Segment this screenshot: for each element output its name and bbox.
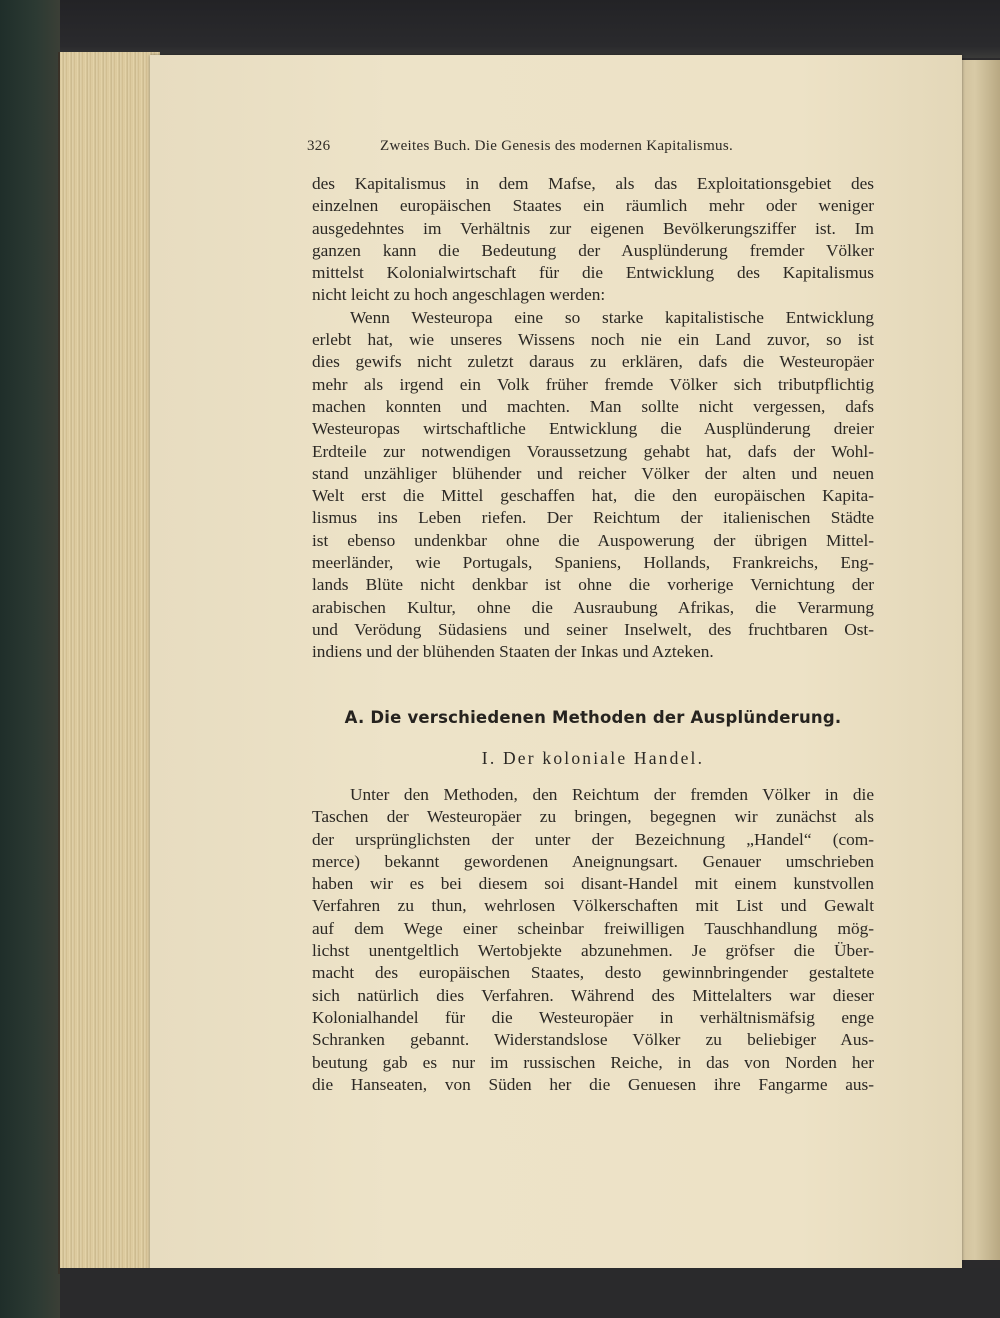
text-line: macht des europäischen Staates, desto gewinnbringender gestaltete xyxy=(312,963,874,983)
text-line: machen konnten und machten. Man sollte nicht vergessen, dafs xyxy=(312,396,874,416)
text-line: ist ebenso undenkbar ohne die Auspowerung der übrigen Mittel- xyxy=(312,530,874,550)
text-line: Schranken gebannt. Widerstandslose Völker zu beliebiger Aus- xyxy=(312,1030,874,1050)
text-line: ganzen kann die Bedeutung der Ausplünderung fremder Völker xyxy=(312,240,874,260)
text-line: lands Blüte nicht denkbar ist ohne die vorherige Vernichtung der xyxy=(312,575,874,595)
text-line: dies gewifs nicht zuletzt daraus zu erklären, dafs die Westeuropäer xyxy=(312,352,874,372)
running-header xyxy=(307,138,877,160)
text-line: einzelnen europäischen Staates ein räumlich mehr oder weniger xyxy=(312,196,874,216)
running-title: Zweites Buch. Die Genesis des modernen Kapitalismus. xyxy=(380,138,734,154)
text-line: haben wir es bei diesem soi disant-Handel mit einem kunstvollen xyxy=(312,874,874,894)
text-line: und Verödung Südasiens und seiner Inselwelt, des fruchtbaren Ost- xyxy=(312,619,874,639)
text-line: Unter den Methoden, den Reichtum der fremden Völker in die xyxy=(350,785,874,804)
text-line: arabischen Kultur, ohne die Ausraubung Afrikas, die Verarmung xyxy=(312,597,874,617)
text-line: beutung gab es nur im russischen Reiche, in das von Norden her xyxy=(312,1052,874,1072)
book-binding xyxy=(0,0,60,1318)
section-heading: A. Die verschiedenen Methoden der Ausplünderung. xyxy=(344,708,842,727)
text-line: erlebt hat, wie unseres Wissens noch nie ein Land zuvor, so ist xyxy=(312,330,874,350)
text-line: der ursprünglichsten der unter der Bezeichnung „Handel“ (com- xyxy=(312,829,874,849)
text-line: merce) bekannt gewordenen Aneignungsart. Genauer umschrieben xyxy=(312,851,874,871)
text-line: auf dem Wege einer scheinbar freiwilligen Tauschhandlung mög- xyxy=(312,918,874,938)
text-line: lichst unentgeltlich Wertobjekte abzunehmen. Je gröfser die Über- xyxy=(312,941,874,961)
text-line: Taschen der Westeuropäer zu bringen, begegnen wir zunächst als xyxy=(312,807,874,827)
scan-background-bottom xyxy=(60,1268,1000,1318)
paragraph-1 xyxy=(312,173,874,307)
paragraph-2 xyxy=(312,307,874,664)
text-line: Verfahren zu thun, wehrlosen Völkerschaften mit List und Gewalt xyxy=(312,896,874,916)
text-line: sich natürlich dies Verfahren. Während des Mittelalters war dieser xyxy=(312,985,874,1005)
text-line: lismus ins Leben riefen. Der Reichtum der italienischen Städte xyxy=(312,508,874,528)
text-line: des Kapitalismus in dem Mafse, als das Exploitationsgebiet des xyxy=(312,174,874,193)
paragraph-3 xyxy=(312,784,874,1096)
text-line: Erdteile zur notwendigen Voraussetzung gehabt hat, dafs der Wohl- xyxy=(312,441,874,461)
body-text-lower xyxy=(312,784,874,1096)
text-line: nicht leicht zu hoch angeschlagen werden: xyxy=(312,285,606,305)
text-line: ausgedehntes im Verhältnis zur eigenen Bevölkerungsziffer ist. Im xyxy=(312,218,874,238)
page-edge-right xyxy=(958,60,1000,1260)
text-line: Wenn Westeuropa eine so starke kapitalistische Entwicklung xyxy=(350,307,874,327)
page-edges-left xyxy=(58,52,160,1274)
text-line: stand unzähliger blühender und reicher Völker der alten und neuen xyxy=(312,463,874,483)
text-line: indiens und der blühenden Staaten der Inkas und Azteken. xyxy=(312,642,714,662)
scan-background-top xyxy=(0,0,1000,58)
text-line: Kolonialhandel für die Westeuropäer in verhältnismäfsig enge xyxy=(312,1007,874,1027)
body-text-upper xyxy=(312,173,874,664)
text-line: Westeuropas wirtschaftliche Entwicklung die Ausplünderung dreier xyxy=(312,419,874,439)
subsection-heading: I. Der koloniale Handel. xyxy=(481,748,705,768)
text-line: die Hanseaten, von Süden her die Genuesen ihre Fangarme aus- xyxy=(312,1074,874,1094)
text-line: meerländer, wie Portugals, Spaniens, Hollands, Frankreichs, Eng- xyxy=(312,553,874,573)
page-number: 326 xyxy=(307,138,331,154)
text-line: mittelst Kolonialwirtschaft für die Entwicklung des Kapitalismus xyxy=(312,263,874,283)
text-line: mehr als irgend ein Volk früher fremde Völker sich tributpflichtig xyxy=(312,374,874,394)
text-line: Welt erst die Mittel geschaffen hat, die den europäischen Kapita- xyxy=(312,486,874,506)
